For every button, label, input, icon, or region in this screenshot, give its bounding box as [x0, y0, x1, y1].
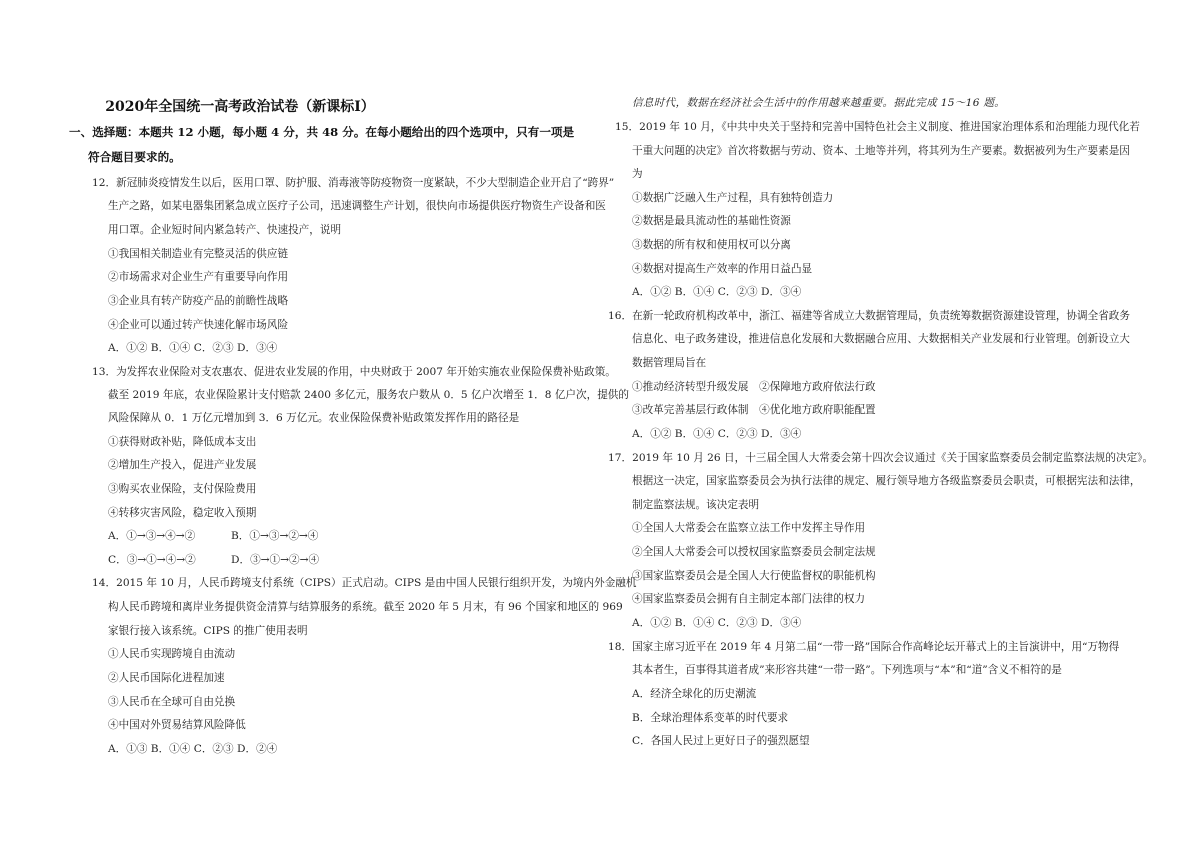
q13-answer-b: B．①→③→②→④ — [231, 530, 319, 542]
q16-answers: A．①② B．①④ C．②③ D．③④ — [632, 428, 802, 440]
q13-answer-a: A．①→③→④→② — [108, 530, 196, 542]
q16-option-row2: ③改革完善基层行政体制 ④优化地方政府职能配置 — [632, 404, 876, 416]
q14-option-4: ④中国对外贸易结算风险降低 — [108, 719, 246, 731]
q17-option-3: ③国家监察委员会是全国人大行使监督权的职能机构 — [632, 570, 876, 582]
q17-option-2: ②全国人大常委会可以授权国家监察委员会制定法规 — [632, 546, 876, 558]
q14-stem-line3: 家银行接入该系统。CIPS 的推广使用表明 — [108, 625, 308, 637]
q12-stem-line3: 用口罩。企业短时间内紧急转产、快速投产，说明 — [108, 224, 342, 236]
q13-answer-d: D．③→①→②→④ — [231, 554, 320, 566]
q13-stem-line1: 13．为发挥农业保险对支农惠农、促进农业发展的作用，中央财政于 2007 年开始实施农业保险保费补贴政策。 — [92, 366, 616, 378]
q12-answers: A．①② B．①④ C．②③ D．③④ — [108, 342, 278, 354]
q12-option-1: ①我国相关制造业有完整灵活的供应链 — [108, 248, 289, 260]
section-heading-line2: 符合题目要求的。 — [88, 150, 181, 164]
q13-stem-line3: 风险保障从 0．1 万亿元增加到 3．6 万亿元。农业保险保费补贴政策发挥作用的路径是 — [108, 412, 520, 424]
q14-option-1: ①人民币实现跨境自由流动 — [108, 648, 236, 660]
q13-answers-row1 — [108, 529, 319, 543]
q12-stem-line1: 12．新冠肺炎疫情发生以后，医用口罩、防护服、消毒液等防疫物资一度紧缺，不少大型制造企业开启了“跨界” — [92, 177, 615, 189]
q12-option-3: ③企业具有转产防疫产品的前瞻性战略 — [108, 295, 289, 307]
q15-option-4: ④数据对提高生产效率的作用日益凸显 — [632, 263, 813, 275]
q14-option-2: ②人民币国际化进程加速 — [108, 672, 225, 684]
q18-option-b: B．全球治理体系变革的时代要求 — [632, 712, 789, 724]
q15-stem-line1: 15．2019 年 10 月，《中共中央关于坚持和完善中国特色社会主义制度、推进国家治理体系和治理能力现代化若 — [615, 121, 1140, 133]
q17-stem-line2: 根据这一决定，国家监察委员会为执行法律的规定、履行领导地方各级监察委员会职责，可根据宪法和法律， — [632, 475, 1141, 487]
exam-title: 2020年全国统一高考政治试卷（新课标Ⅰ） — [105, 99, 375, 115]
q13-answer-c: C．③→①→④→② — [108, 554, 196, 566]
q16-option-row1: ①推动经济转型升级发展 ②保障地方政府依法行政 — [632, 381, 876, 393]
q14-answers: A．①③ B．①④ C．②③ D．②④ — [108, 743, 278, 755]
q12-option-2: ②市场需求对企业生产有重要导向作用 — [108, 271, 289, 283]
q15-stem-line2: 干重大问题的决定》首次将数据与劳动、资本、土地等并列，将其列为生产要素。数据被列为生产要素是因 — [632, 145, 1130, 157]
q13-answers-row2 — [108, 553, 320, 567]
q15-stem-line3: 为 — [632, 168, 643, 180]
q15-answers: A．①② B．①④ C．②③ D．③④ — [632, 286, 802, 298]
intro-15-16: 信息时代，数据在经济社会生活中的作用越来越重要。据此完成 15～16 题。 — [632, 97, 1006, 109]
q13-stem-line2: 截至 2019 年底，农业保险累计支付赔款 2400 多亿元，服务农户数从 0．5 亿户次增至 1．8 亿户次，提供的 — [108, 389, 629, 401]
q17-option-1: ①全国人大常委会在监察立法工作中发挥主导作用 — [632, 522, 866, 534]
q18-stem-line1: 18．国家主席习近平在 2019 年 4 月第二届“一带一路”国际合作高峰论坛开幕式上的主旨演讲中，用“万物得 — [608, 641, 1120, 653]
q13-option-1: ①获得财政补贴，降低成本支出 — [108, 436, 257, 448]
q12-option-4: ④企业可以通过转产快速化解市场风险 — [108, 319, 289, 331]
q16-stem-line2: 信息化、电子政务建设，推进信息化发展和大数据融合应用、大数据相关产业发展和行业管理。创新设立大 — [632, 333, 1130, 345]
q15-option-3: ③数据的所有权和使用权可以分离 — [632, 239, 791, 251]
q16-stem-line3: 数据管理局旨在 — [632, 357, 707, 369]
q13-option-2: ②增加生产投入，促进产业发展 — [108, 459, 257, 471]
q17-answers: A．①② B．①④ C．②③ D．③④ — [632, 617, 802, 629]
q17-stem-line3: 制定监察法规。该决定表明 — [632, 499, 760, 511]
q15-option-2: ②数据是最具流动性的基础性资源 — [632, 215, 791, 227]
q13-option-3: ③购买农业保险，支付保险费用 — [108, 483, 257, 495]
q13-option-4: ④转移灾害风险，稳定收入预期 — [108, 507, 257, 519]
q14-stem-line1: 14．2015 年 10 月，人民币跨境支付系统（CIPS）正式启动。CIPS 是由中国人民银行组织开发，为境内外金融机 — [92, 577, 637, 589]
q14-option-3: ③人民币在全球可自由兑换 — [108, 696, 236, 708]
q12-stem-line2: 生产之路，如某电器集团紧急成立医疗子公司，迅速调整生产计划，很快向市场提供医疗物资生产设备和医 — [108, 200, 606, 212]
q14-stem-line2: 构人民币跨境和离岸业务提供资金清算与结算服务的系统。截至 2020 年 5 月末，有 96 个国家和地区的 969 — [108, 601, 623, 613]
q17-stem-line1: 17．2019 年 10 月 26 日，十三届全国人大常委会第十四次会议通过《关于国家监察委员会制定监察法规的决定》。 — [608, 452, 1154, 464]
q15-option-1: ①数据广泛融入生产过程，具有独特创造力 — [632, 192, 834, 204]
q17-option-4: ④国家监察委员会拥有自主制定本部门法律的权力 — [632, 593, 866, 605]
q18-option-c: C．各国人民过上更好日子的强烈愿望 — [632, 735, 810, 747]
q16-stem-line1: 16．在新一轮政府机构改革中，浙江、福建等省成立大数据管理局，负责统筹数据资源建设管理，协调全省政务 — [608, 310, 1130, 322]
q18-option-a: A．经济全球化的历史潮流 — [632, 688, 757, 700]
section-heading-line1: 一、选择题：本题共 12 小题，每小题 4 分，共 48 分。在每小题给出的四个选项中，只有一项是 — [69, 125, 575, 139]
q18-stem-line2: 其本者生，百事得其道者成”来形容共建“一带一路”。下列选项与“本”和“道”含义不相符的是 — [632, 664, 1062, 676]
